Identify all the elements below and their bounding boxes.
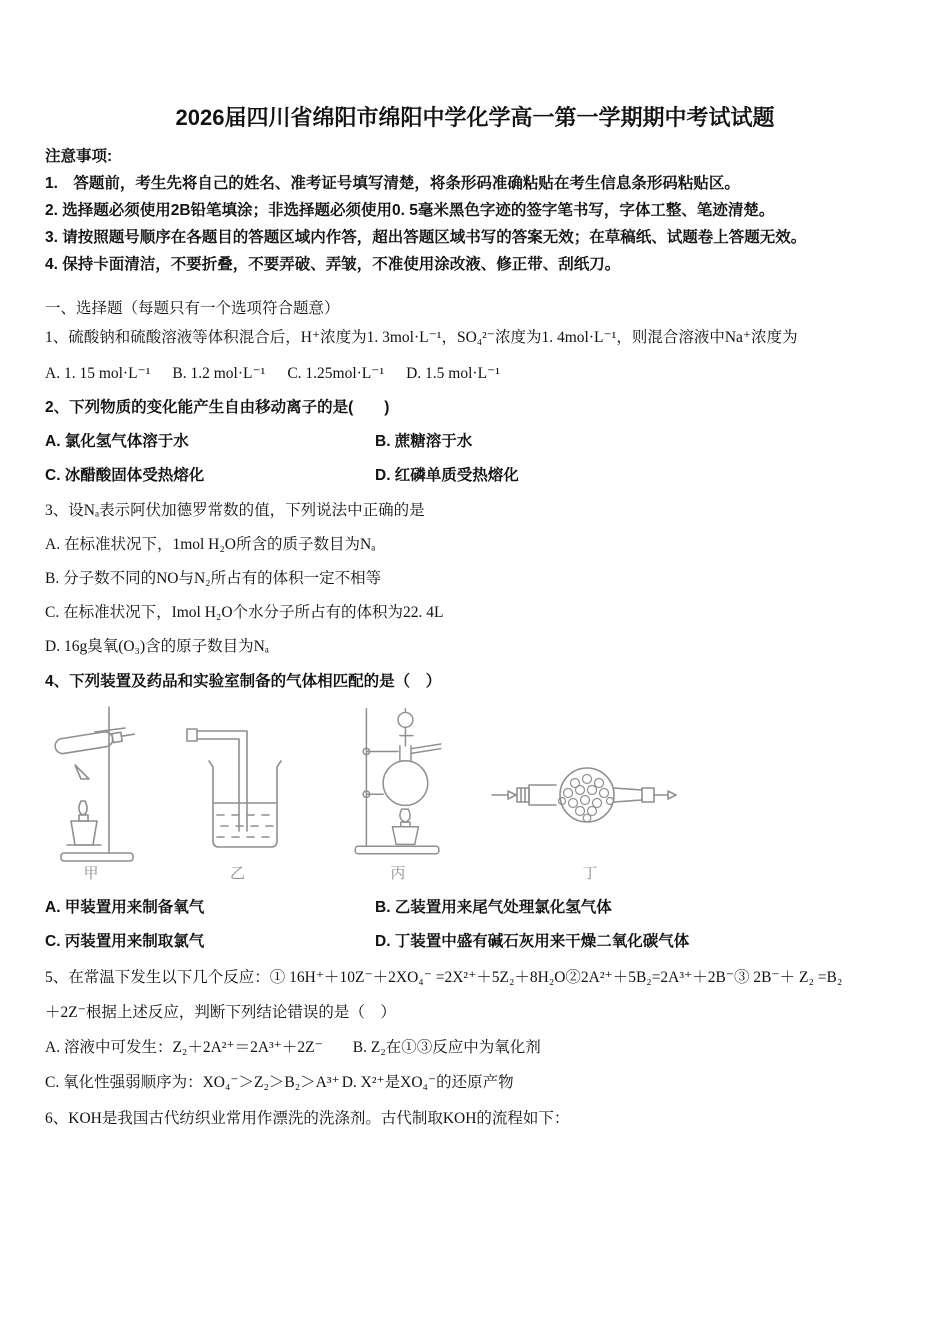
option-a: A. 1. 15 mol·L⁻¹ [45, 365, 151, 382]
note-item: 3. 请按照题号顺序在各题目的答题区域内作答，超出答题区域书写的答案无效；在草稿纸、试题卷上答题无效。 [45, 229, 807, 246]
option-b: B. 乙装置用来尾气处理氯化氢气体 [375, 899, 612, 916]
question-options-row [45, 897, 905, 918]
question-stem: 4、下列装置及药品和实验室制备的气体相匹配的是（ ） [45, 673, 442, 690]
note-item: 1. 答题前，考生先将自己的姓名、准考证号填写清楚，将条形码准确粘贴在考生信息条形码粘贴区。 [45, 175, 740, 192]
option-b: B. 分子数不同的NO与N₂所占有的体积一定不相等 [45, 570, 382, 587]
option-b: B. 蔗糖溶于水 [375, 433, 473, 450]
option-d: D. 红磷单质受热熔化 [375, 467, 519, 484]
option-c: C. 在标准状况下，Imol H₂O个水分子所占有的体积为22. 4L [45, 604, 444, 621]
question-1 [45, 327, 905, 384]
question-6 [45, 1108, 905, 1129]
page-title: 2026届四川省绵阳市绵阳中学化学高一第一学期期中考试试题 [175, 105, 775, 130]
option-a: A. 在标准状况下，1mol H₂O所含的质子数目为Nₐ [45, 536, 376, 553]
question-3 [45, 500, 905, 657]
option-c: C. 冰醋酸固体受热熔化 [45, 467, 205, 484]
question-5 [45, 967, 905, 1093]
drying-tube-apparatus-icon [490, 757, 690, 833]
question-4 [45, 671, 905, 952]
apparatus-label: 丁 [582, 866, 598, 882]
option-c: C. 丙装置用来制取氯气 [45, 933, 205, 950]
apparatus-ding [490, 705, 690, 883]
notes-heading: 注意事项: [45, 148, 113, 165]
question-options-row [45, 431, 905, 452]
apparatus-jia [45, 705, 137, 883]
question-stem: 6、KOH是我国古代纺织业常用作漂洗的洗涤剂。古代制取KOH的流程如下： [45, 1110, 570, 1127]
option-c: C. 氧化性强弱顺序为：XO₄⁻＞Z₂＞B₂＞A³⁺ [45, 1074, 340, 1091]
exam-notes [45, 146, 905, 275]
question-options-row [45, 1072, 905, 1093]
question-stem: 2、下列物质的变化能产生自由移动离子的是( ) [45, 399, 390, 416]
note-item: 2. 选择题必须使用2B铅笔填涂；非选择题必须使用0. 5毫米黑色字迹的签字笔书写，字体工整、笔迹清楚。 [45, 202, 775, 219]
test-tube-heating-apparatus-icon [45, 705, 137, 863]
question-stem: 1、硫酸钠和硫酸溶液等体积混合后，H⁺浓度为1. 3mol·L⁻¹，SO₄²⁻浓度为1. 4mol·L⁻¹，则混合溶液中Na⁺浓度为 [45, 329, 798, 346]
note-item: 4. 保持卡面清洁，不要折叠，不要弄破、弄皱，不准使用涂改液、修正带、刮纸刀。 [45, 256, 621, 273]
question-options-row [45, 1037, 905, 1058]
beaker-absorption-apparatus-icon [185, 705, 290, 863]
question-2 [45, 397, 905, 486]
question-stem-line1: 5、在常温下发生以下几个反应：① 16H⁺＋10Z⁻＋2XO₄⁻ =2X²⁺＋5Z₂＋8H₂O②2A²⁺＋5B₂=2A³⁺＋2B⁻③ 2B⁻＋ Z₂ =B₂ [45, 969, 843, 986]
apparatus-yi [185, 705, 290, 883]
question-stem: 3、设Nₐ表示阿伏加德罗常数的值，下列说法中正确的是 [45, 502, 425, 519]
question-options-row [45, 465, 905, 486]
apparatus-bing [348, 705, 448, 883]
option-c: C. 1.25mol·L⁻¹ [287, 365, 385, 382]
option-a: A. 氯化氢气体溶于水 [45, 433, 189, 450]
option-a: A. 甲装置用来制备氧气 [45, 899, 205, 916]
apparatus-label: 乙 [229, 866, 245, 882]
question-stem-line2: ＋2Z⁻根据上述反应，判断下列结论错误的是（ ） [45, 1004, 396, 1021]
option-d: D. 丁装置中盛有碱石灰用来干燥二氧化碳气体 [375, 933, 690, 950]
option-a: A. 溶液中可发生：Z₂＋2A²⁺＝2A³⁺＋2Z⁻ [45, 1039, 323, 1056]
option-d: D. 1.5 mol·L⁻¹ [406, 365, 500, 382]
section-heading: 一、选择题（每题只有一个选项符合题意） [45, 300, 340, 317]
option-d: D. 16g臭氧(O₃)含的原子数目为Nₐ [45, 638, 270, 655]
question-options [45, 363, 905, 384]
flask-generator-apparatus-icon [348, 705, 448, 863]
apparatus-label: 丙 [390, 866, 406, 882]
option-b: B. Z₂在①③反应中为氧化剂 [352, 1039, 541, 1056]
question-options-row [45, 931, 905, 952]
apparatus-label: 甲 [83, 866, 99, 882]
option-d: D. X²⁺是XO₄⁻的还原产物 [341, 1074, 514, 1091]
apparatus-figure-row [45, 705, 905, 883]
option-b: B. 1.2 mol·L⁻¹ [172, 365, 266, 382]
